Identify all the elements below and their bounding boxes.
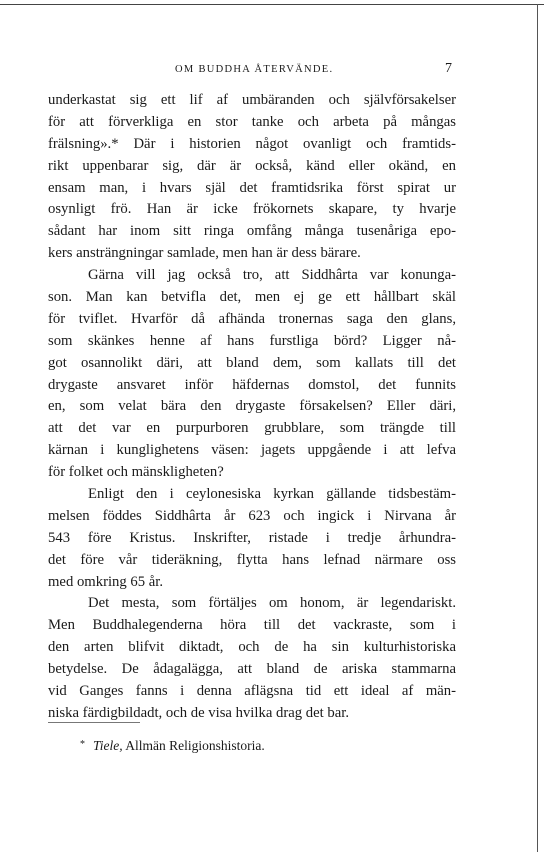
text-line: med omkring 65 år. [48,573,164,590]
text-line: Det mesta, som förtäljes om honom, är legendariskt. [88,595,456,612]
text-line: rikt uppenbarar sig, där är också, känd eller okänd, en [48,157,456,174]
text-line: osynligt frö. Han är icke frökornets skapare, ty hvarje [48,201,456,218]
page-number: 7 [445,61,452,76]
text-line: 543 före Kristus. Inskrifter, ristade i tredje århundra- [48,529,456,546]
body-text [48,90,456,725]
text-line: Gärna vill jag också tro, att Siddhârta var konunga- [88,267,456,284]
footnote-marker: * [80,739,85,750]
text-line: got osannolikt däri, att bland dem, som kallats till det [48,354,456,371]
text-line: Men Buddhalegenderna höra till det vackraste, som i [48,617,456,634]
text-line: för att förverkliga en stor tanke och arbeta på mångas [48,113,456,130]
paragraph [48,90,456,265]
text-line: Enligt den i ceylonesiska kyrkan gällande tidsbestäm- [88,486,456,503]
paragraph [48,593,456,724]
text-line: kärnan i kunglighetens väsen: jagets uppgående i att lefva [48,442,456,459]
footnote-work: Allmän Religionshistoria. [125,738,265,753]
text-line: en, som velat bära den drygaste försakelsen? Eller däri, [48,398,456,415]
text-line: sådant har inom sitt ringa omfång många tusenåriga epo- [48,223,456,240]
text-line: den arten blifvit diktadt, och de ha sin kulturhistoriska [48,639,456,656]
text-line: betydelse. De ådagalägga, att bland de ariska stammarna [48,661,456,678]
text-line: son. Man kan betvifla det, men ej ge ett hållbart skäl [48,289,456,306]
paragraph [48,265,456,484]
text-line: ensam man, i hvars själ det framtidsrika först spirat ur [48,179,456,196]
text-line: melsen föddes Siddhârta år 623 och ingick i Nirvana år [48,507,456,524]
footnote-rule [48,722,140,723]
text-line: drygaste ansvaret inför häfdernas domstol, det funnits [48,376,456,393]
page-right-edge [537,4,538,852]
text-line: frälsning».* Där i historien något ovanligt och framtids- [48,135,456,152]
text-line: det före vår tideräkning, flytta hans lefnad närmare oss [48,551,456,568]
text-line: underkastat sig ett lif af umbäranden och självförsakelser [48,92,456,108]
page-top-edge [0,4,544,5]
text-line: att det var en purpurboren grubblare, som trängde till [48,420,456,437]
text-line: för tviflet. Hvarför då afhända tronernas saga den glans, [48,310,456,327]
footnote [80,738,265,754]
footnote-author: Tiele, [93,738,123,753]
running-head [0,61,544,80]
text-line: som skänkes henne af hans furstliga börd? Ligger nå- [48,332,456,349]
running-title: OM BUDDHA ÅTERVÄNDE. [175,64,334,75]
text-line: vid Ganges fanns i denna aflägsna tid ett ideal af män- [48,683,456,700]
text-line: niska färdigbildadt, och de visa hvilka drag det bar. [48,704,350,721]
text-line: kers ansträngningar samlade, men han är dess bärare. [48,245,361,262]
text-line: för folket och mänskligheten? [48,464,224,481]
paragraph [48,484,456,593]
